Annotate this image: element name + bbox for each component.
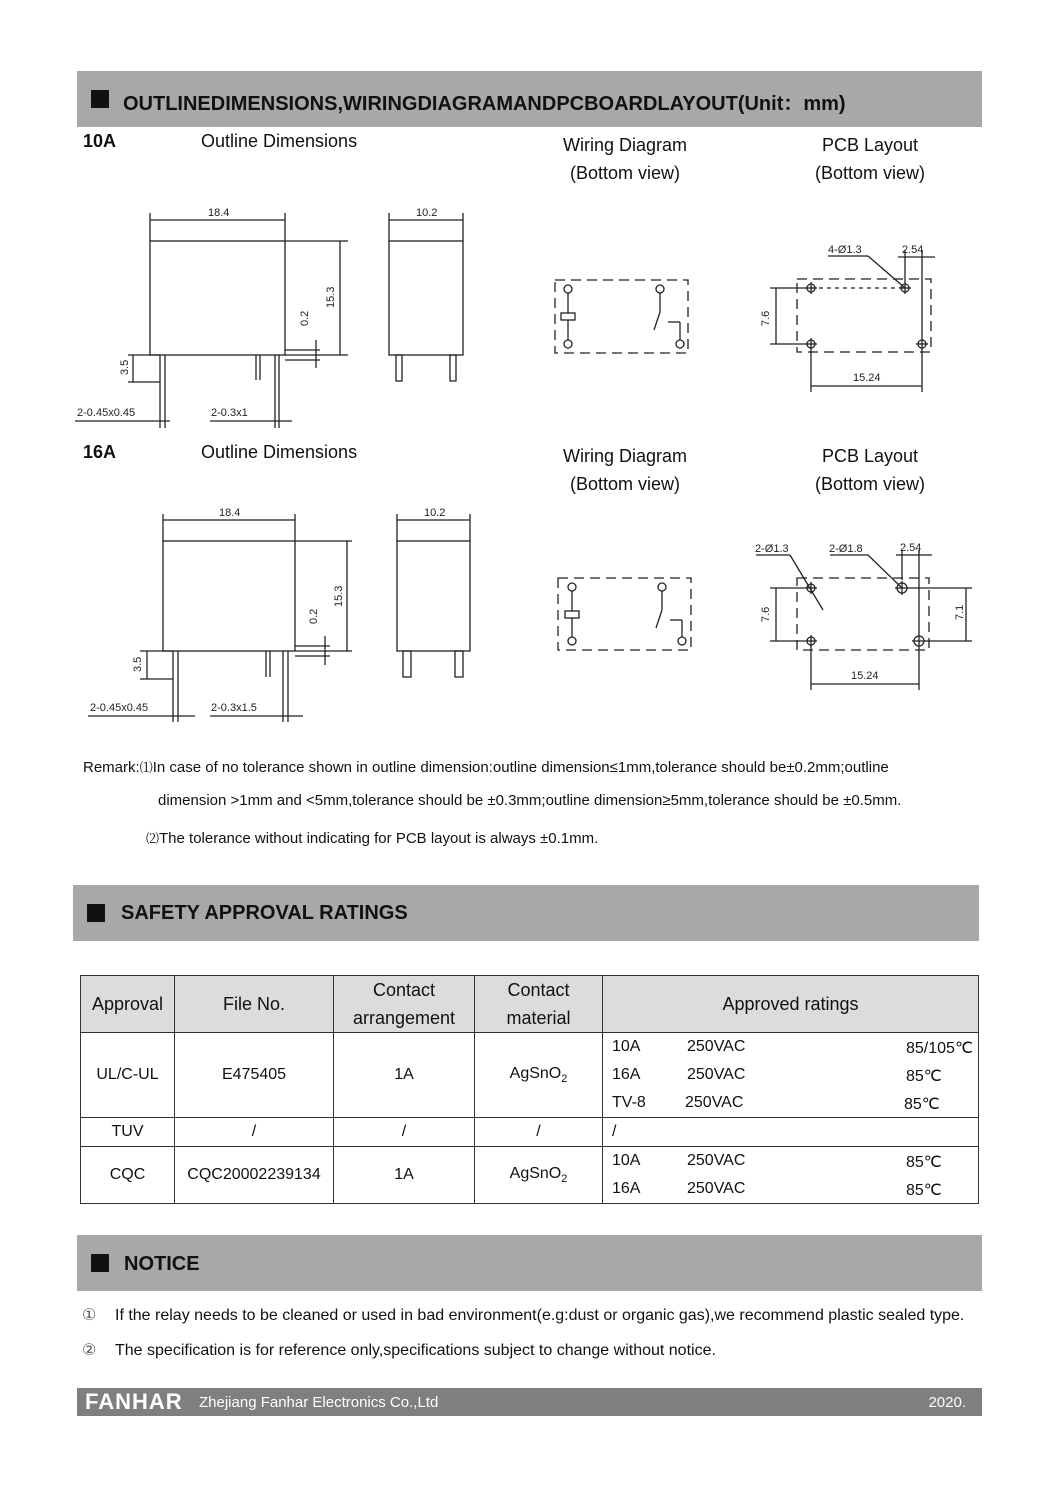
- rating-label-10a: 10A: [83, 131, 117, 151]
- cell-ratings: [603, 1118, 979, 1147]
- rating-temp: 85℃: [906, 1154, 942, 1171]
- fanhar-logo: FANHAR: [85, 1389, 183, 1414]
- square-bullet-icon: [87, 904, 105, 922]
- dim-height: 15.3: [333, 585, 345, 607]
- dim-width: 18.4: [219, 507, 241, 519]
- square-bullet-icon: [91, 1254, 109, 1272]
- dim-pin-len: 3.5: [132, 656, 144, 672]
- cell-material: [475, 1147, 603, 1204]
- header-approval: Approval: [81, 976, 175, 1033]
- wiring-title: Wiring Diagram: [562, 446, 688, 466]
- header-approved-ratings: Approved ratings: [603, 976, 979, 1033]
- dim-pin1: 2-0.45x0.45: [77, 407, 136, 419]
- header-contact-arrangement: [334, 976, 475, 1033]
- pcb-pitch: 2.54: [902, 244, 924, 256]
- dim-gap: 0.2: [308, 608, 320, 624]
- cell-approval: CQC: [81, 1147, 175, 1204]
- rating-line: [603, 1089, 978, 1117]
- rating-label-16a: 16A: [83, 442, 117, 462]
- company-name: Zhejiang Fanhar Electronics Co.,Ltd: [199, 1394, 439, 1411]
- cell-material: [475, 1033, 603, 1118]
- cell-ratings: [603, 1033, 979, 1118]
- section-title: NOTICE: [124, 1253, 200, 1275]
- pcb-title: PCB Layout: [821, 135, 919, 155]
- bottom-view-label: (Bottom view): [814, 474, 926, 494]
- pcb-v: 7.6: [760, 606, 772, 622]
- subscript: 2: [561, 1073, 568, 1086]
- cell-file: E475405: [175, 1033, 334, 1118]
- rating-current: TV-8: [612, 1094, 646, 1111]
- bottom-view-label: (Bottom view): [814, 163, 926, 183]
- rating-current: /: [612, 1123, 617, 1140]
- dim-height: 15.3: [325, 286, 337, 308]
- bottom-view-label: (Bottom view): [569, 163, 681, 183]
- dim-width: 18.4: [208, 207, 230, 219]
- section-header-notice: [77, 1235, 982, 1291]
- rating-temp: 85℃: [906, 1068, 942, 1085]
- pcb-hole2: 2-Ø1.8: [829, 543, 863, 555]
- rating-current: 10A: [612, 1152, 641, 1169]
- table-row: [81, 1147, 979, 1204]
- cell-file: CQC20002239134: [175, 1147, 334, 1204]
- footer-year: 2020.: [928, 1394, 966, 1411]
- pcb-pitch: 2.54: [900, 542, 922, 554]
- notice-number: ①: [82, 1307, 97, 1324]
- header-text: Contact: [507, 980, 570, 1000]
- rating-line: [603, 1061, 978, 1089]
- dim-pin2: 2-0.3x1.5: [211, 702, 257, 714]
- cell-file: /: [175, 1118, 334, 1147]
- remark-number-2: ⑵: [146, 831, 160, 846]
- remark-text-1: In case of no tolerance shown in outline dimension:outline dimension≤1mm,tolerance should be±0.2mm;outline: [152, 759, 889, 776]
- rating-current: 16A: [612, 1180, 641, 1197]
- cell-arrangement: 1A: [334, 1147, 475, 1204]
- safety-ratings-table: [80, 975, 979, 1204]
- rating-voltage: 250VAC: [685, 1094, 744, 1111]
- wiring-title: Wiring Diagram: [562, 135, 688, 155]
- notice-text: If the relay needs to be cleaned or used in bad environment(e.g:dust or organic gas),we recommend plastic sealed type.: [115, 1307, 965, 1324]
- cell-arrangement: 1A: [334, 1033, 475, 1118]
- notice-item-1: [82, 1305, 964, 1325]
- header-text: arrangement: [352, 1008, 456, 1028]
- remark-line-2: dimension >1mm and <5mm,tolerance should be ±0.3mm;outline dimension≥5mm,tolerance should be ±0.5mm.: [158, 792, 902, 809]
- section-title: OUTLINEDIMENSIONS,WIRINGDIAGRAMANDPCBOARDLAYOUT(Unit：mm): [123, 93, 846, 115]
- rating-temp: 85℃: [906, 1182, 942, 1199]
- bottom-view-label: (Bottom view): [569, 474, 681, 494]
- footer-bar: [77, 1388, 982, 1416]
- pcb-hole: 4-Ø1.3: [828, 244, 862, 256]
- section-header-safety: [73, 885, 979, 941]
- rating-current: 16A: [612, 1066, 641, 1083]
- remark-text-3: The tolerance without indicating for PCB layout is always ±0.1mm.: [159, 830, 599, 847]
- rating-line: [603, 1033, 978, 1061]
- header-text: material: [506, 1008, 571, 1028]
- outline-dimensions-label: Outline Dimensions: [201, 131, 358, 151]
- rating-line: [603, 1175, 978, 1203]
- pcb-h: 15.24: [851, 670, 879, 682]
- pcb-title: PCB Layout: [821, 446, 919, 466]
- dim-pin-len: 3.5: [119, 359, 131, 375]
- section-title: SAFETY APPROVAL RATINGS: [121, 902, 408, 924]
- rating-line: [603, 1147, 978, 1175]
- cell-ratings: [603, 1147, 979, 1204]
- notice-item-2: [82, 1340, 716, 1360]
- notice-text: The specification is for reference only,specifications subject to change without notice.: [115, 1342, 716, 1359]
- table-row: [81, 1033, 979, 1118]
- dim-depth: 10.2: [424, 507, 446, 519]
- notice-number: ②: [82, 1342, 97, 1359]
- rating-voltage: 250VAC: [687, 1038, 746, 1055]
- subscript: 2: [561, 1173, 568, 1186]
- pcb-hole1: 2-Ø1.3: [755, 543, 789, 555]
- cell-material: /: [475, 1118, 603, 1147]
- dim-pin2: 2-0.3x1: [211, 407, 248, 419]
- rating-voltage: 250VAC: [687, 1180, 746, 1197]
- table-row: [81, 1118, 979, 1147]
- remark-number-1: ⑴: [139, 760, 153, 775]
- pcb-h: 15.24: [853, 372, 881, 384]
- header-contact-material: [475, 976, 603, 1033]
- table-header-row: [81, 976, 979, 1033]
- material-text: AgSnO: [509, 1164, 562, 1182]
- rating-temp: 85/105℃: [906, 1040, 973, 1057]
- remark-prefix: Remark:: [83, 759, 140, 776]
- dim-depth: 10.2: [416, 207, 438, 219]
- outline-dimensions-label: Outline Dimensions: [201, 442, 358, 462]
- material-text: AgSnO: [509, 1064, 562, 1082]
- rating-voltage: 250VAC: [687, 1152, 746, 1169]
- rating-current: 10A: [612, 1038, 641, 1055]
- remark-line-3: [146, 828, 598, 847]
- pcb-v: 7.6: [760, 310, 772, 326]
- dim-pin1: 2-0.45x0.45: [90, 702, 149, 714]
- remark-line-1: [83, 757, 889, 776]
- rating-voltage: 250VAC: [687, 1066, 746, 1083]
- cell-approval: UL/C-UL: [81, 1033, 175, 1118]
- header-text: Contact: [372, 980, 436, 1000]
- cell-approval: TUV: [81, 1118, 175, 1147]
- pcb-v2: 7.1: [954, 604, 966, 620]
- cell-arrangement: /: [334, 1118, 475, 1147]
- rating-temp: 85℃: [904, 1096, 940, 1113]
- dim-gap: 0.2: [299, 310, 311, 326]
- rating-line: [603, 1118, 978, 1146]
- header-file-no: File No.: [175, 976, 334, 1033]
